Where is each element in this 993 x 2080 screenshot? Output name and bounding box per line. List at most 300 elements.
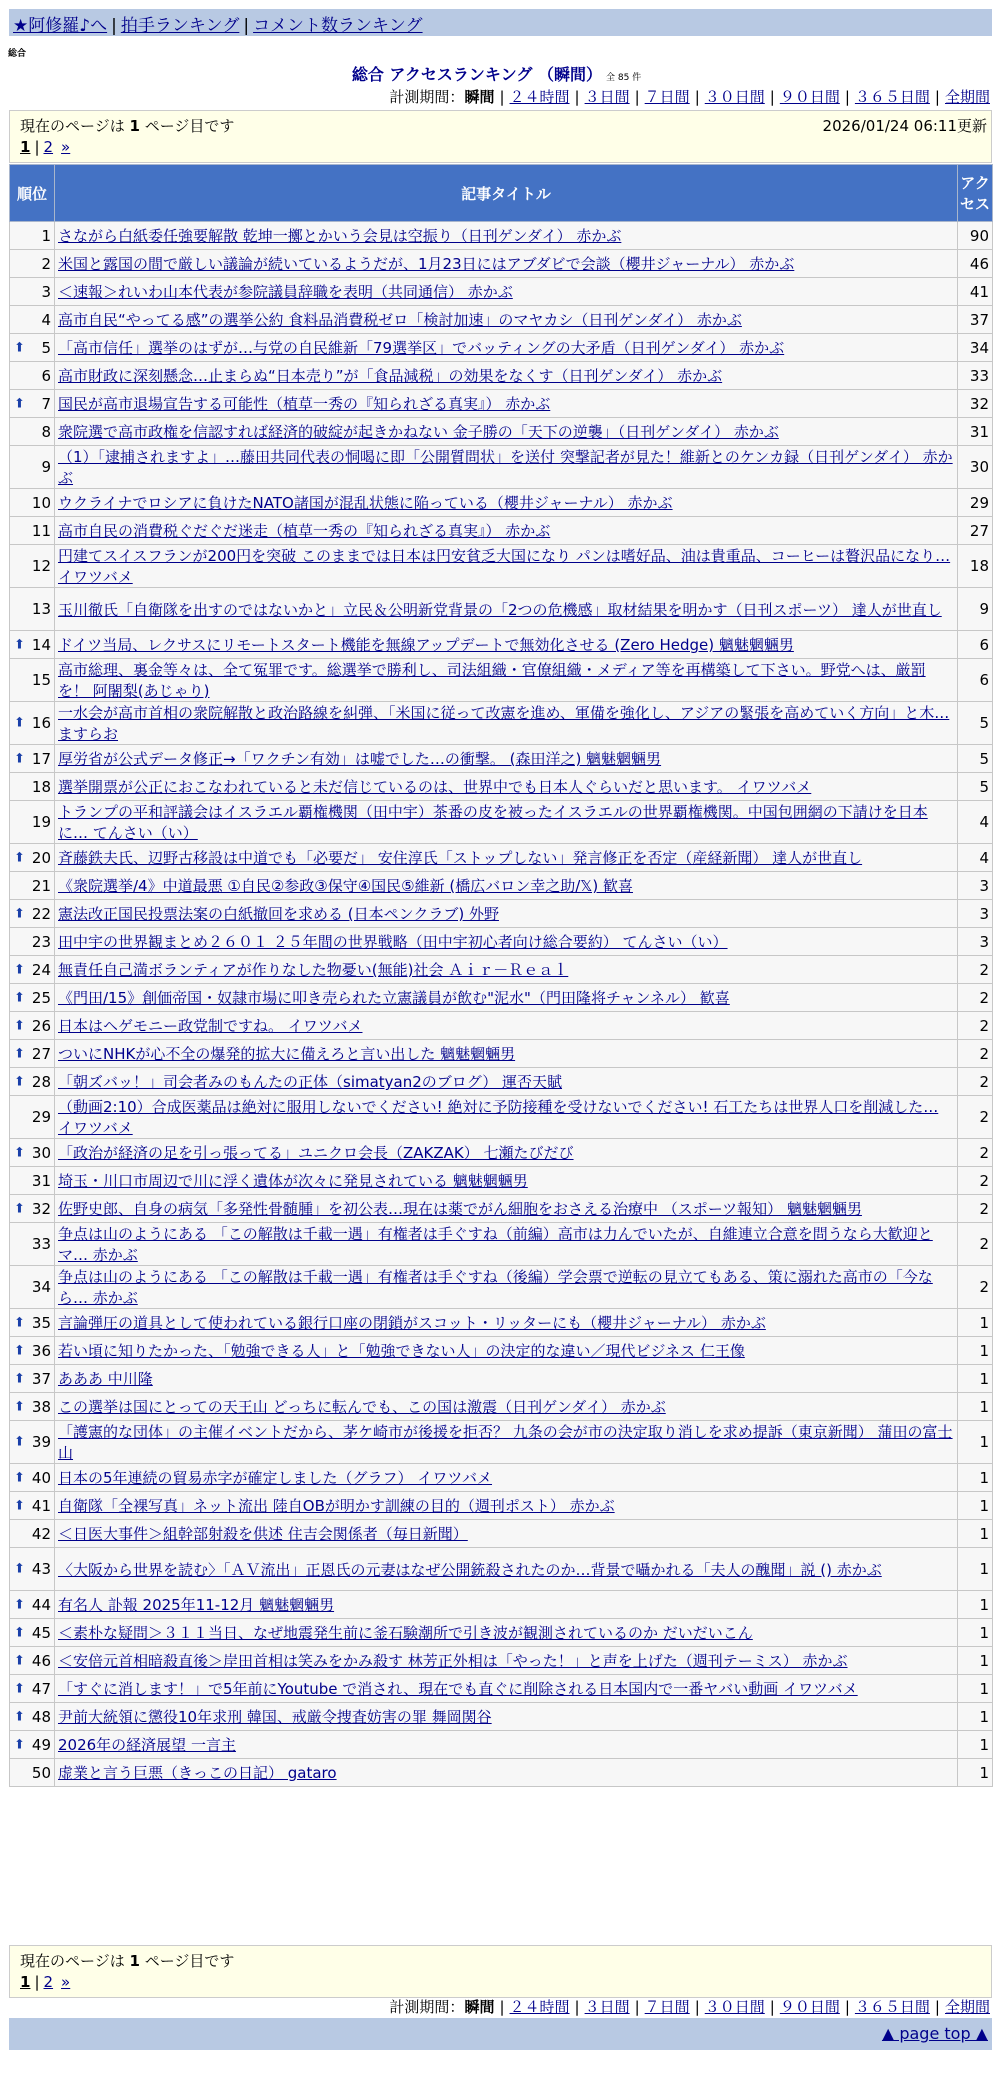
article-link[interactable]: この選挙は国にとっての天王山 どっちに転んでも、この国は激震（日刊ゲンダイ） 赤かぶ <box>58 1398 666 1416</box>
article-link[interactable]: 佐野史郎、自身の病気「多発性骨髄腫」を初公表…現在は薬でがん細胞をおさえる治療中 （スポーツ報知） 魑魅魍魎男 <box>58 1200 862 1218</box>
rank-up-arrow-icon: ⬆ <box>14 637 25 652</box>
rank-up-arrow-icon: ⬆ <box>14 1625 25 1640</box>
period-label: 計測期間： <box>389 1998 465 2016</box>
rank-cell <box>10 1365 55 1393</box>
nav-link-asyura[interactable]: ★阿修羅♪へ <box>13 16 108 36</box>
table-row <box>10 390 993 418</box>
period-link-30d[interactable]: ３０日間 <box>704 1998 765 2016</box>
ranking-table <box>9 164 993 1787</box>
table-row <box>10 1421 993 1464</box>
article-link[interactable]: ＜安倍元首相暗殺直後＞岸田首相は笑みをかみ殺す 林芳正外相は「やった！」と声を上げた（週刊テーミス） 赤かぶ <box>58 1652 848 1670</box>
rank-up-arrow-icon: ⬆ <box>14 1709 25 1724</box>
next-page-link[interactable]: » <box>61 138 71 156</box>
article-link[interactable]: 高市自民の消費税ぐだぐだ迷走（植草一秀の『知られざる真実』） 赤かぶ <box>58 522 551 540</box>
rank-cell <box>10 872 55 900</box>
table-row <box>10 1464 993 1492</box>
access-count: 2 <box>958 1167 993 1195</box>
rank-cell <box>10 1647 55 1675</box>
period-current: 瞬間 <box>464 1998 495 2016</box>
table-header-row <box>10 165 993 222</box>
table-row <box>10 1548 993 1591</box>
title-cell <box>55 489 958 517</box>
rank-number: 32 <box>31 1199 51 1218</box>
access-count: 2 <box>958 1068 993 1096</box>
rank-cell <box>10 1731 55 1759</box>
rank-up-arrow-icon: ⬆ <box>14 1470 25 1485</box>
rank-up-arrow-icon: ⬆ <box>14 1681 25 1696</box>
article-link[interactable]: 争点は山のようにある 「この解散は千載一遇」有権者は手ぐすね（前編）高市は力んでいたが、自維連立合意を問うなら大歓迎とマ… 赤かぶ <box>58 1225 933 1264</box>
rank-number: 26 <box>31 1016 51 1035</box>
table-row <box>10 334 993 362</box>
access-count: 9 <box>958 588 993 631</box>
table-row <box>10 1759 993 1787</box>
access-count: 2 <box>958 984 993 1012</box>
table-row <box>10 1393 993 1421</box>
table-row <box>10 545 993 588</box>
article-link[interactable]: 田中宇の世界観まとめ２６０１ ２５年間の世界戦略（田中宇初心者向け総合要約） てんさい（い） <box>58 933 728 951</box>
article-link[interactable]: 「朝ズバッ！」司会者みのもんたの正体（simatyan2のブログ） 運否天賦 <box>58 1073 563 1091</box>
current-page-text: 現在のページは 1 ページ目です <box>20 117 235 135</box>
pagination: 1 | 2 » <box>20 1973 71 1991</box>
article-link[interactable]: 日本の5年連続の貿易赤字が確定しました（グラフ） イワツバメ <box>58 1469 493 1487</box>
access-count: 29 <box>958 489 993 517</box>
title-cell <box>55 1195 958 1223</box>
article-link[interactable]: 「高市信任」選挙のはずが…与党の自民維新「79選挙区」でバッティングの大矛盾（日刊ゲンダイ） 赤かぶ <box>58 339 785 357</box>
table-row <box>10 1365 993 1393</box>
rank-number: 23 <box>31 932 51 951</box>
rank-up-arrow-icon: ⬆ <box>14 1498 25 1513</box>
page-info-top <box>9 110 992 163</box>
article-link[interactable]: さながら白紙委任強要解散 乾坤一擲とかいう会見は空振り（日刊ゲンダイ） 赤かぶ <box>58 227 622 245</box>
title-cell <box>55 1096 958 1139</box>
table-row <box>10 1619 993 1647</box>
rank-number: 28 <box>31 1072 51 1091</box>
access-count: 1 <box>958 1591 993 1619</box>
rank-number: 41 <box>31 1496 51 1515</box>
title-cell <box>55 1703 958 1731</box>
rank-up-arrow-icon: ⬆ <box>14 1737 25 1752</box>
rank-up-arrow-icon: ⬆ <box>14 1371 25 1386</box>
article-link[interactable]: ＜速報＞れいわ山本代表が参院議員辞職を表明（共同通信） 赤かぶ <box>58 283 513 301</box>
title-cell <box>55 1040 958 1068</box>
page-1-current: 1 <box>20 1973 31 1991</box>
article-link[interactable]: 「護憲的な団体」の主催イベントだから、茅ケ崎市が後援を拒否？ 九条の会が市の決定取り消しを求め提訴（東京新聞） 蒲田の富士山 <box>58 1423 953 1462</box>
access-count: 3 <box>958 900 993 928</box>
access-count: 2 <box>958 956 993 984</box>
title-cell <box>55 773 958 801</box>
rank-number: 47 <box>31 1679 51 1698</box>
access-count: 27 <box>958 517 993 545</box>
table-row <box>10 900 993 928</box>
access-count: 2 <box>958 1012 993 1040</box>
period-link-24h[interactable]: ２４時間 <box>509 88 570 106</box>
table-row <box>10 1647 993 1675</box>
article-link[interactable]: （1）「逮捕されますよ」…藤田共同代表の恫喝に即「公開質問状」を送付 突撃記者が見た！維新とのケンカ録（日刊ゲンダイ） 赤かぶ <box>58 448 953 487</box>
rank-cell <box>10 900 55 928</box>
title-cell <box>55 1012 958 1040</box>
title-cell <box>55 517 958 545</box>
access-count: 2 <box>958 1139 993 1167</box>
period-link-all[interactable]: 全期間 <box>944 1998 990 2016</box>
article-link[interactable]: 国民が高市退場宣告する可能性（植草一秀の『知られざる真実』） 赤かぶ <box>58 395 551 413</box>
article-link[interactable]: 《門田/15》創価帝国・奴隷市場に叩き売られた立憲議員が飲む"泥水"（門田隆将チャンネル） 歓喜 <box>58 989 730 1007</box>
rank-cell <box>10 1703 55 1731</box>
access-count: 37 <box>958 306 993 334</box>
article-link[interactable]: 〈大阪から世界を読む〉「ＡＶ流出」正恩氏の元妻はなぜ公開銃殺されたのか…背景で囁かれる「夫人の醜聞」説 () 赤かぶ <box>58 1560 882 1579</box>
rank-up-arrow-icon: ⬆ <box>14 396 25 411</box>
rank-number: 22 <box>31 904 51 923</box>
title-cell <box>55 984 958 1012</box>
article-link[interactable]: 言論弾圧の道具として使われている銀行口座の閉鎖がスコット・リッターにも（櫻井ジャーナル） 赤かぶ <box>58 1314 766 1332</box>
rank-number: 13 <box>31 600 51 618</box>
updated-timestamp: 2026/01/24 06:11更新 <box>822 117 987 135</box>
title-cell <box>55 334 958 362</box>
table-row <box>10 844 993 872</box>
rank-number: 30 <box>31 1143 51 1162</box>
rank-number: 5 <box>41 338 51 357</box>
access-count: 1 <box>958 1492 993 1520</box>
table-row <box>10 984 993 1012</box>
title-cell <box>55 1393 958 1421</box>
rank-up-arrow-icon: ⬆ <box>14 990 25 1005</box>
access-count: 33 <box>958 362 993 390</box>
access-count: 46 <box>958 250 993 278</box>
rank-cell <box>10 545 55 588</box>
period-link-30d[interactable]: ３０日間 <box>704 88 765 106</box>
article-link[interactable]: 《衆院選挙/4》中道最悪 ①自民②参政③保守④国民⑤維新 (橋広バロン幸之助/𝕏) 歓喜 <box>58 877 633 895</box>
article-link[interactable]: 無責任自己満ボランティアが作りなした物憂い(無能)社会 Ａｉｒ－Ｒｅａｌ <box>58 961 569 979</box>
access-count: 2 <box>958 1266 993 1309</box>
access-count: 1 <box>958 1548 993 1591</box>
period-link-365d[interactable]: ３６５日間 <box>854 88 930 106</box>
nav-link-clap-ranking[interactable]: 拍手ランキング <box>120 16 240 36</box>
article-link[interactable]: ついにNHKが心不全の爆発的拡大に備えろと言い出した 魑魅魍魎男 <box>58 1045 516 1063</box>
title-cell <box>55 390 958 418</box>
table-row <box>10 1520 993 1548</box>
title-cell <box>55 1139 958 1167</box>
article-link[interactable]: 選挙開票が公正におこなわれていると未だ信じているのは、世界中でも日本人ぐらいだと思います。 イワツバメ <box>58 778 812 796</box>
article-link[interactable]: 日本はヘゲモニー政党制ですね。 イワツバメ <box>58 1017 363 1035</box>
article-link[interactable]: （動画2:10）合成医薬品は絶対に服用しないでください! 絶対に予防接種を受けないでください! 石工たちは世界人口を削減した… イワツバメ <box>58 1098 939 1137</box>
access-count: 1 <box>958 1309 993 1337</box>
page-top-link[interactable]: ▲ page top ▲ <box>881 2024 988 2043</box>
rank-up-arrow-icon: ⬆ <box>14 1074 25 1089</box>
rank-cell <box>10 222 55 250</box>
period-link-3d[interactable]: ３日間 <box>584 1998 630 2016</box>
rank-cell <box>10 1520 55 1548</box>
rank-number: 15 <box>31 671 51 689</box>
rank-up-arrow-icon: ⬆ <box>14 1561 25 1577</box>
table-row <box>10 702 993 745</box>
title-cell <box>55 588 958 631</box>
article-link[interactable]: 尹前大統領に懲役10年求刑 韓国、戒厳令捜査妨害の罪 舞岡関谷 <box>58 1708 492 1726</box>
rank-up-arrow-icon: ⬆ <box>14 1315 25 1330</box>
article-link[interactable]: ドイツ当局、レクサスにリモートスタート機能を無線アップデートで無効化させる (Zero Hedge) 魑魅魍魎男 <box>58 636 794 654</box>
article-link[interactable]: 高市総理、裏金等々は、全て冤罪です。総選挙で勝利し、司法組織・官僚組織・メディア等を再構築して下さい。野党へは、厳罰を！ 阿闍梨(あじゃり) <box>58 661 926 700</box>
article-link[interactable]: 厚労省が公式データ修正→「ワクチン有効」は嘘でした…の衝撃。 (森田洋之) 魑魅魍魎男 <box>58 750 662 768</box>
nav-separator: | <box>243 16 250 36</box>
rank-number: 38 <box>31 1397 51 1416</box>
rank-number: 25 <box>31 988 51 1007</box>
access-count: 30 <box>958 446 993 489</box>
rank-number: 7 <box>41 394 51 413</box>
rank-cell <box>10 844 55 872</box>
period-link-7d[interactable]: ７日間 <box>644 88 690 106</box>
article-link[interactable]: 一水会が高市首相の衆院解散と政治路線を糾弾、「米国に従って改憲を進め、軍備を強化し、アジアの緊張を高めていく方向」と木… ますらお <box>58 704 950 743</box>
article-link[interactable]: 米国と露国の間で厳しい議論が続いているようだが、1月23日にはアブダビで会談（櫻井ジャーナル） 赤かぶ <box>58 255 795 273</box>
total-count: 全 85 件 <box>606 73 642 83</box>
rank-cell <box>10 390 55 418</box>
table-row <box>10 1068 993 1096</box>
article-link[interactable]: 衆院選で高市政権を信認すれば経済的破綻が起きかねない 金子勝の「天下の逆襲」（日刊ゲンダイ） 赤かぶ <box>58 423 779 441</box>
table-row <box>10 489 993 517</box>
rank-number: 48 <box>31 1707 51 1726</box>
rank-number: 19 <box>31 813 51 831</box>
rank-cell <box>10 418 55 446</box>
article-link[interactable]: ＜日医大事件＞組幹部射殺を供述 住吉会関係者（毎日新聞） <box>58 1525 468 1543</box>
table-row <box>10 659 993 702</box>
rank-cell <box>10 306 55 334</box>
rank-number: 40 <box>31 1468 51 1487</box>
title-cell <box>55 1619 958 1647</box>
access-count: 1 <box>958 1647 993 1675</box>
table-row <box>10 1223 993 1266</box>
rank-number: 29 <box>31 1108 51 1126</box>
title-cell <box>55 1731 958 1759</box>
title-cell <box>55 250 958 278</box>
article-link[interactable]: 2026年の経済展望 一言主 <box>58 1736 236 1754</box>
access-count: 41 <box>958 278 993 306</box>
rank-up-arrow-icon: ⬆ <box>14 850 25 865</box>
article-link[interactable]: 高市財政に深刻懸念…止まらぬ“日本売り”が「食品減税」の効果をなくす（日刊ゲンダイ） 赤かぶ <box>58 367 723 385</box>
table-row <box>10 1731 993 1759</box>
rank-up-arrow-icon: ⬆ <box>14 1046 25 1061</box>
rank-number: 34 <box>31 1278 51 1296</box>
rank-number: 33 <box>31 1235 51 1253</box>
access-count: 1 <box>958 1393 993 1421</box>
article-link[interactable]: 玉川徹氏「自衛隊を出すのではないかと」立民＆公明新党背景の「2つの危機感」取材結果を明かす（日刊スポーツ） 達人が世直し <box>58 600 942 619</box>
period-link-365d[interactable]: ３６５日間 <box>854 1998 930 2016</box>
title-cell <box>55 446 958 489</box>
title-cell <box>55 1647 958 1675</box>
access-count: 6 <box>958 631 993 659</box>
article-link[interactable]: あああ 中川隆 <box>58 1370 153 1388</box>
table-row <box>10 446 993 489</box>
period-link-90d[interactable]: ９０日間 <box>779 88 840 106</box>
period-link-24h[interactable]: ２４時間 <box>509 1998 570 2016</box>
table-row <box>10 1309 993 1337</box>
access-count: 4 <box>958 844 993 872</box>
article-link[interactable]: 争点は山のようにある 「この解散は千載一遇」有権者は手ぐすね（後編）学会票で逆転の見立てもある、策に溺れた高市の「今なら… 赤かぶ <box>58 1268 933 1307</box>
top-nav-bar <box>9 9 992 36</box>
table-row <box>10 1167 993 1195</box>
table-row <box>10 1703 993 1731</box>
table-row <box>10 1195 993 1223</box>
rank-cell <box>10 1393 55 1421</box>
pagination: 1 | 2 » <box>20 138 71 156</box>
rank-number: 21 <box>31 876 51 895</box>
rank-cell <box>10 1759 55 1787</box>
title-cell <box>55 418 958 446</box>
title-cell <box>55 1266 958 1309</box>
article-link[interactable]: 高市自民“やってる感”の選挙公約 食料品消費税ゼロ「検討加速」のマヤカシ（日刊ゲンダイ） 赤かぶ <box>58 311 742 329</box>
access-count: 1 <box>958 1337 993 1365</box>
table-row <box>10 362 993 390</box>
rank-cell <box>10 1619 55 1647</box>
rank-cell <box>10 1421 55 1464</box>
access-count: 5 <box>958 745 993 773</box>
page-info-bottom <box>9 1945 992 1998</box>
article-link[interactable]: 埼玉・川口市周辺で川に浮く遺体が次々に発見されている 魑魅魍魎男 <box>58 1172 528 1190</box>
table-row <box>10 1675 993 1703</box>
title-cell <box>55 1068 958 1096</box>
rank-number: 11 <box>31 521 51 540</box>
access-count: 90 <box>958 222 993 250</box>
period-selector-bottom: 計測期間：瞬間 | ２４時間 | ３日間 | ７日間 | ３０日間 | ９０日間 | ３６５日間 | 全期間 <box>389 1998 990 2016</box>
period-link-3d[interactable]: ３日間 <box>584 88 630 106</box>
title-cell <box>55 631 958 659</box>
rank-cell <box>10 928 55 956</box>
table-row <box>10 745 993 773</box>
title-cell <box>55 1167 958 1195</box>
page-2-link[interactable]: 2 <box>43 138 54 156</box>
rank-number: 24 <box>31 960 51 979</box>
rank-up-arrow-icon: ⬆ <box>14 1653 25 1668</box>
rank-cell <box>10 1266 55 1309</box>
access-count: 2 <box>958 1040 993 1068</box>
page-title: 総合 アクセスランキング （瞬間） <box>351 65 602 84</box>
title-cell <box>55 1675 958 1703</box>
title-cell <box>55 222 958 250</box>
rank-cell <box>10 1548 55 1591</box>
table-row <box>10 928 993 956</box>
title-cell <box>55 1464 958 1492</box>
article-link[interactable]: 若い頃に知りたかった、「勉強できる人」と「勉強できない人」の決定的な違い／現代ビジネス 仁王像 <box>58 1342 745 1360</box>
article-link[interactable]: 「政治が経済の足を引っ張ってる」ユニクロ会長（ZAKZAK） 七瀬たびだび <box>58 1144 574 1162</box>
rank-number: 14 <box>31 635 51 654</box>
title-cell <box>55 801 958 844</box>
rank-cell <box>10 1096 55 1139</box>
rank-cell <box>10 334 55 362</box>
access-count: 3 <box>958 928 993 956</box>
header-title: 記事タイトル <box>55 165 958 222</box>
rank-cell <box>10 1068 55 1096</box>
rank-cell <box>10 1309 55 1337</box>
period-current: 瞬間 <box>464 88 495 106</box>
rank-number: 50 <box>31 1763 51 1782</box>
table-row <box>10 956 993 984</box>
rank-cell <box>10 517 55 545</box>
period-label: 計測期間： <box>389 88 465 106</box>
rank-number: 2 <box>41 254 51 273</box>
access-count: 2 <box>958 1096 993 1139</box>
table-row <box>10 1266 993 1309</box>
period-link-all[interactable]: 全期間 <box>944 88 990 106</box>
current-page-text: 現在のページは 1 ページ目です <box>20 1952 235 1970</box>
table-row <box>10 872 993 900</box>
rank-number: 36 <box>31 1341 51 1360</box>
table-row <box>10 801 993 844</box>
nav-link-comment-ranking[interactable]: コメント数ランキング <box>253 16 423 36</box>
title-cell <box>55 362 958 390</box>
access-count: 4 <box>958 801 993 844</box>
rank-number: 8 <box>41 422 51 441</box>
access-count: 18 <box>958 545 993 588</box>
article-link[interactable]: ＜素朴な疑問＞３１１当日、なぜ地震発生前に釜石験潮所で引き波が観測されているのか だいだいこん <box>58 1624 753 1642</box>
rank-up-arrow-icon: ⬆ <box>14 1201 25 1216</box>
rank-up-arrow-icon: ⬆ <box>14 1597 25 1612</box>
rank-number: 12 <box>31 557 51 575</box>
access-count: 1 <box>958 1619 993 1647</box>
rank-cell <box>10 1223 55 1266</box>
title-cell <box>55 844 958 872</box>
rank-number: 27 <box>31 1044 51 1063</box>
title-cell <box>55 306 958 334</box>
rank-up-arrow-icon: ⬆ <box>14 340 25 355</box>
access-count: 1 <box>958 1703 993 1731</box>
page-1-current: 1 <box>20 138 31 156</box>
rank-cell <box>10 956 55 984</box>
page-title-row <box>0 62 993 85</box>
next-page-link[interactable]: » <box>61 1973 71 1991</box>
period-link-90d[interactable]: ９０日間 <box>779 1998 840 2016</box>
header-rank: 順位 <box>10 165 55 222</box>
article-link[interactable]: 「すぐに消します！」で5年前にYoutube で消され、現在でも直ぐに削除される日本国内で一番ヤバい動画 イワツバメ <box>58 1680 858 1698</box>
rank-cell <box>10 250 55 278</box>
rank-cell <box>10 801 55 844</box>
header-access: アクセス <box>958 165 993 222</box>
article-link[interactable]: 有名人 訃報 2025年11-12月 魑魅魍魎男 <box>58 1596 335 1614</box>
article-link[interactable]: 円建てスイスフランが200円を突破 このままでは日本は円安貧乏大国になり パンは嗜好品、油は貴重品、コーヒーは贅沢品になり… イワツバメ <box>58 547 951 586</box>
access-count: 34 <box>958 334 993 362</box>
table-row <box>10 773 993 801</box>
access-count: 1 <box>958 1731 993 1759</box>
article-link[interactable]: 自衛隊「全裸写真」ネット流出 陸自OBが明かす訓練の目的（週刊ポスト） 赤かぶ <box>58 1497 615 1515</box>
rank-number: 18 <box>31 777 51 796</box>
article-link[interactable]: 憲法改正国民投票法案の白紙撤回を求める (日本ペンクラブ) 外野 <box>58 905 499 923</box>
table-row <box>10 222 993 250</box>
rank-cell <box>10 631 55 659</box>
article-link[interactable]: 斉藤鉄夫氏、辺野古移設は中道でも「必要だ」 安住淳氏「ストップしない」発言修正を否定（産経新聞） 達人が世直し <box>58 849 863 867</box>
rank-number: 42 <box>31 1524 51 1543</box>
title-cell <box>55 1520 958 1548</box>
article-link[interactable]: ウクライナでロシアに負けたNATO諸国が混乱状態に陥っている（櫻井ジャーナル） 赤かぶ <box>58 494 673 512</box>
page-2-link[interactable]: 2 <box>43 1973 54 1991</box>
title-cell <box>55 1421 958 1464</box>
rank-cell <box>10 1195 55 1223</box>
table-row <box>10 588 993 631</box>
rank-cell <box>10 1139 55 1167</box>
article-link[interactable]: トランプの平和評議会はイスラエル覇権機関（田中宇）茶番の皮を被ったイスラエルの世界覇権機関。中国包囲網の下請けを日本に… てんさい（い） <box>58 803 928 842</box>
rank-up-arrow-icon: ⬆ <box>14 1399 25 1414</box>
access-count: 1 <box>958 1365 993 1393</box>
access-count: 2 <box>958 1223 993 1266</box>
rank-number: 6 <box>41 366 51 385</box>
rank-up-arrow-icon: ⬆ <box>14 906 25 921</box>
period-link-7d[interactable]: ７日間 <box>644 1998 690 2016</box>
rank-number: 10 <box>31 493 51 512</box>
nav-separator: | <box>111 16 117 36</box>
table-row <box>10 631 993 659</box>
title-cell <box>55 1223 958 1266</box>
title-cell <box>55 1365 958 1393</box>
article-link[interactable]: 虚業と言う巨悪（きっこの日記） gataro <box>58 1764 337 1782</box>
rank-cell <box>10 773 55 801</box>
category-label: 総合 <box>8 49 27 59</box>
access-count: 2 <box>958 1195 993 1223</box>
rank-cell <box>10 984 55 1012</box>
access-count: 32 <box>958 390 993 418</box>
